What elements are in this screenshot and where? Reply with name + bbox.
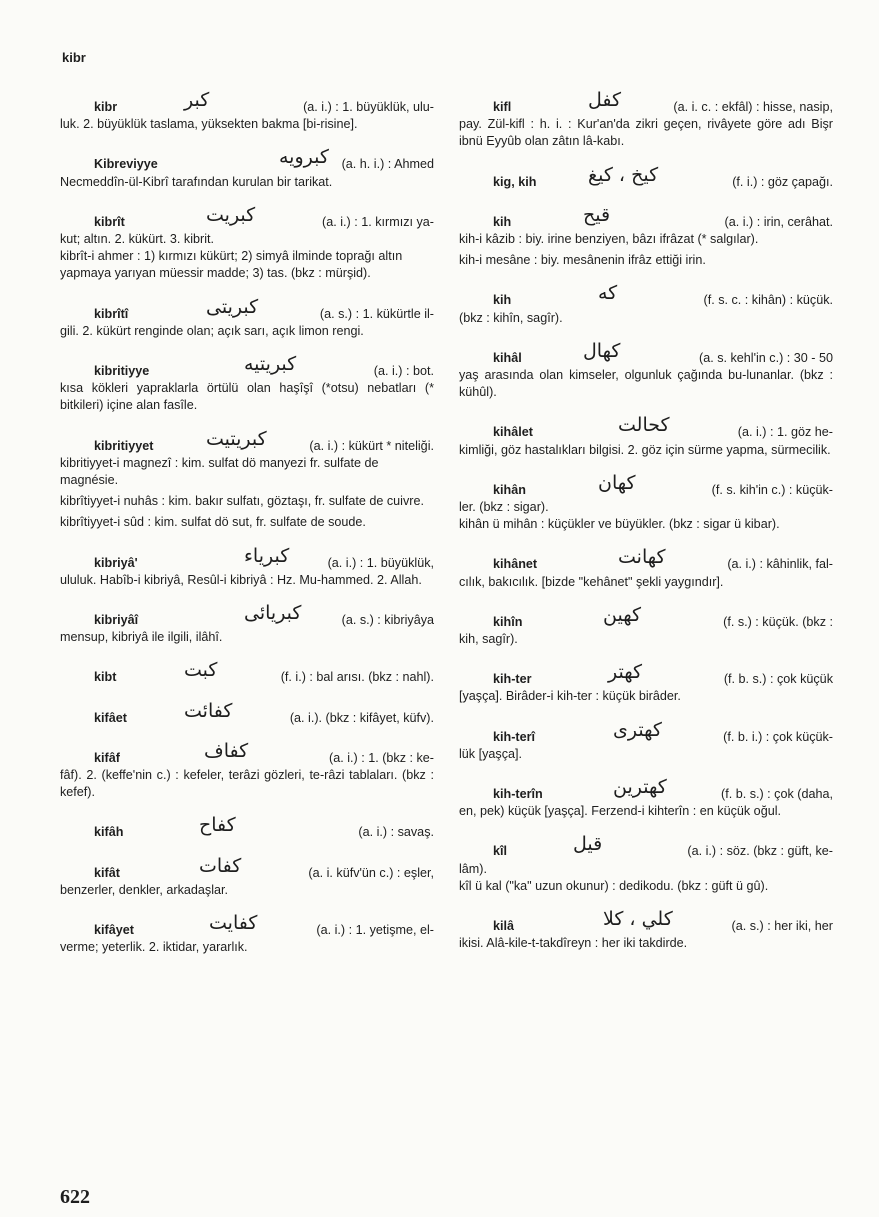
arabic-script: كهتر (608, 661, 643, 684)
definition-first-line: (f. s. kih'in c.) : küçük- (711, 482, 833, 497)
headword: kih (493, 214, 512, 229)
definition-text: lük [yaşça]. (459, 746, 522, 761)
headword: kibr (94, 100, 118, 114)
dictionary-entry (60, 295, 434, 340)
definition-first-line: (a. i. c. : ekfâl) : hisse, nasip, (673, 100, 833, 114)
sub-entry: kibrîtiyyet-i sûd : kim. sulfat dö sut, fr. sulfate de soude. (60, 515, 366, 530)
headword: kilâ (493, 919, 515, 934)
dictionary-entry (60, 659, 434, 686)
headword: kibritiyyet (94, 438, 154, 453)
definition-first-line: (a. i.) : 1. kırmızı ya- (322, 214, 434, 229)
dictionary-entry (60, 814, 434, 841)
definition-text: Necmeddîn-ül-Kibrî tarafından kurulan bir tarikat. (60, 174, 333, 189)
definition-first-line: (a. i.) : irin, cerâhat. (724, 214, 833, 229)
arabic-script: كبت (184, 659, 218, 682)
arabic-script: كهان (598, 471, 636, 494)
headword: kihîn (493, 614, 523, 629)
definition-text: yaş arasında olan kimseler, olgunluk çağında bu-lunanlar. (bkz : kühûl). (459, 368, 833, 400)
definition-text: cılık, bakıcılık. [bizde "kehânet" şekli yaygındır]. (459, 574, 724, 589)
arabic-script: كفاح (199, 814, 236, 837)
arabic-script: كبريت (206, 203, 256, 226)
dictionary-entry (459, 89, 833, 151)
definition-text: (bkz : kihîn, sagîr). (459, 310, 563, 325)
definition-text: pay. Zül-kifl : h. i. : Kur'an'da zikri geçen, rivâyete göre adı Bişr ibnü Eyyûb olan zâtın lâ-kabı. (459, 117, 833, 149)
definition-text: mensup, kibriyâ ile ilgili, ilâhî. (60, 630, 223, 645)
arabic-script: كهترى (613, 718, 662, 741)
definition-text: en, pek) küçük [yaşça]. Ferzend-i kihterîn : en küçük oğul. (459, 804, 781, 819)
dictionary-entry (60, 89, 434, 133)
arabic-script: كحالت (618, 414, 670, 437)
headword: kibritiyye (94, 364, 150, 379)
definition-text: benzerler, denkler, arkadaşlar. (60, 882, 229, 897)
headword: kifl (493, 100, 512, 114)
arabic-script: قيل (573, 833, 603, 856)
definition-first-line: (f. b. s.) : çok (daha, (721, 787, 833, 802)
dictionary-entry (60, 203, 434, 283)
definition-text: ikisi. Alâ-kile-t-takdîreyn : her iki takdirde. (459, 936, 688, 951)
definition-first-line: (f. b. i.) : çok küçük- (723, 729, 833, 744)
arabic-script: كبريتى (206, 295, 259, 318)
definition-first-line: (f. i.) : göz çapağı. (732, 174, 833, 189)
headword: Kibreviyye (94, 157, 158, 172)
arabic-script: كبرياء (244, 544, 290, 567)
arabic-script: كفائت (184, 699, 233, 722)
dictionary-entry (459, 282, 833, 326)
definition-first-line: (a. i.) : 1. büyüklük, (327, 555, 434, 570)
headword: kihânet (493, 557, 538, 572)
definition-first-line: (a. h. i.) : Ahmed (341, 157, 434, 172)
headword: kifâet (94, 710, 127, 725)
definition-first-line: (f. s.) : küçük. (bkz : (723, 614, 833, 629)
dictionary-entry (60, 427, 434, 532)
dictionary-entry (459, 339, 833, 402)
headword: kifâf (94, 750, 120, 765)
headword: kihân (493, 482, 526, 497)
definition-first-line: (a. i.) : 1. (bkz : ke- (329, 750, 434, 765)
definition-first-line: (a. s.) : 1. kükürtle il- (319, 306, 434, 321)
arabic-script: كبرويه (279, 146, 329, 169)
sub-entry: kih-i mesâne : biy. mesânenin ifrâz ettiği irin. (459, 253, 706, 268)
dictionary-entry (459, 414, 833, 458)
arabic-script: كهترين (613, 776, 667, 799)
definition-text: kısa kökleri yapraklarla örtülü olan haşîşî (*otsu) nebatları (* bitkileri) içine alan fasîle. (60, 381, 434, 413)
headword: kibt (94, 670, 117, 685)
headword: kîl (493, 844, 508, 859)
headword: kibriyâî (94, 613, 139, 628)
dictionary-entry (459, 203, 833, 270)
headword: kibrît (94, 214, 125, 229)
definition-first-line: (a. i.) : 1. büyüklük, ulu- (303, 100, 434, 114)
dictionary-entry (60, 739, 434, 802)
sub-entry: kîl ü kal ("ka" uzun okunur) : dedikodu. (bkz : güft ü gû). (459, 878, 769, 893)
arabic-script: كهين (603, 603, 641, 626)
dictionary-entry (459, 776, 833, 820)
headword: kih-terîn (493, 787, 543, 802)
arabic-script: كفات (199, 854, 242, 877)
definition-first-line: (a. i.) : 1. göz he- (737, 425, 833, 440)
page-number: 622 (60, 1186, 90, 1208)
arabic-script: كفل (588, 89, 622, 111)
definition-first-line: (f. i.) : bal arısı. (bkz : nahl). (280, 670, 434, 685)
definition-first-line: (a. i. küfv'ün c.) : eşler, (308, 865, 434, 880)
definition-text: gili. 2. kükürt renginde olan; açık sarı, açık limon rengi. (60, 323, 364, 338)
headword: kih-terî (493, 729, 535, 744)
definition-text: verme; yeterlik. 2. iktidar, yararlık. (60, 940, 248, 955)
definition-first-line: (a. i.) : savaş. (358, 825, 434, 840)
sub-entry: kibritiyyet-i magnezî : kim. sulfat dö manyezi fr. sulfate de magnésie. (60, 455, 379, 488)
dictionary-entry (60, 544, 434, 589)
definition-first-line: (a. s. kehl'in c.) : 30 - 50 (699, 350, 833, 365)
headword: kibriyâ' (94, 555, 138, 570)
dictionary-entry (459, 603, 833, 648)
sub-entry: kih-i kâzib : biy. irine benziyen, bâzı ifrâzat (* salgılar). (459, 232, 759, 247)
dictionary-entry (459, 471, 833, 534)
dictionary-entry (459, 833, 833, 895)
arabic-script: كفاف (204, 739, 249, 762)
definition-text: luk. 2. büyüklük taslama, yüksekten bakma [bi-risine]. (60, 117, 358, 132)
dictionary-entry (60, 699, 434, 727)
dictionary-entry (60, 912, 434, 956)
arabic-script: كهال (583, 339, 621, 362)
dictionary-entry (459, 908, 833, 952)
definition-first-line: (a. i.) : bot. (373, 364, 434, 379)
dictionary-entry (459, 546, 833, 590)
headword: kibrîtî (94, 306, 129, 321)
dictionary-entry (60, 353, 434, 415)
sub-entry: kibrîtiyyet-i nuhâs : kim. bakır sulfatı, göztaşı, fr. sulfate de cuivre. (60, 494, 424, 509)
headword: kifât (94, 865, 120, 880)
definition-first-line: (f. s. c. : kihân) : küçük. (703, 293, 833, 308)
arabic-script: كه (598, 282, 618, 305)
definition-text: ululuk. Habîb-i kibriyâ, Resûl-i kibriyâ : Hz. Mu-hammed. 2. Allah. (60, 572, 422, 587)
definition-first-line: (a. i.) : 1. yetişme, el- (316, 923, 434, 938)
arabic-script: كبريائى (244, 602, 302, 625)
headword: kifâh (94, 825, 124, 840)
left-column (60, 89, 434, 973)
definition-text: fâf). 2. (keffe'nin c.) : kefeler, terâzi gözleri, te-râzi tablaları. (bkz : kefef). (60, 768, 434, 800)
definition-first-line: (a. i.) : söz. (bkz : güft, ke- (687, 844, 833, 859)
arabic-script: كبر (184, 89, 210, 111)
definition-text: [yaşça]. Birâder-i kih-ter : küçük birâder. (459, 689, 681, 704)
definition-first-line: (a. s.) : her iki, her (731, 919, 833, 934)
arabic-script: كفايت (209, 912, 258, 935)
right-column (459, 89, 833, 969)
definition-first-line: (a. i.). (bkz : kifâyet, küfv). (289, 710, 434, 725)
arabic-script: قيح (583, 203, 611, 226)
definition-text: kimliği, göz hastalıkları bilgisi. 2. göz için sürme yapma, sürmecilik. (459, 442, 831, 457)
headword: kihâl (493, 350, 522, 365)
definition-text: kih, sagîr). (459, 632, 518, 647)
headword: kih-ter (493, 672, 532, 687)
headword: kifâyet (94, 923, 134, 938)
dictionary-entry (459, 163, 833, 191)
dictionary-entry (60, 854, 434, 899)
arabic-script: كيخ ، كيغ (588, 163, 659, 186)
dictionary-entry (459, 661, 833, 705)
headword: kih (493, 293, 512, 308)
arabic-script: كهانت (618, 546, 666, 569)
definition-text: ler. (bkz : sigar). (459, 500, 549, 515)
sub-entry: kihân ü mihân : küçükler ve büyükler. (bkz : sigar ü kibar). (459, 517, 780, 532)
definition-first-line: (a. i.) : kâhinlik, fal- (727, 557, 833, 572)
dictionary-entry (459, 718, 833, 763)
headword: kig, kih (493, 174, 537, 189)
running-head: kibr (62, 50, 86, 65)
definition-first-line: (a. s.) : kibriyâya (341, 613, 434, 628)
headword: kihâlet (493, 425, 533, 440)
sub-entry: kibrît-i ahmer : 1) kırmızı kükürt; 2) simyâ ilminde toprağı altın yapmaya yarıyan müessir madde; 3) tas. (bkz : mürşid). (60, 249, 403, 281)
definition-first-line: (f. b. s.) : çok küçük (723, 672, 833, 687)
definition-text: lâm). (459, 861, 487, 876)
arabic-script: كبريتيه (244, 353, 297, 376)
arabic-script: كبريتيت (206, 427, 267, 450)
definition-text: kut; altın. 2. kükürt. 3. kibrit. (60, 232, 214, 247)
arabic-script: كلي ، كلا (603, 908, 673, 931)
dictionary-entry (60, 146, 434, 190)
dictionary-entry (60, 602, 434, 646)
definition-first-line: (a. i.) : kükürt * niteliği. (309, 438, 434, 453)
